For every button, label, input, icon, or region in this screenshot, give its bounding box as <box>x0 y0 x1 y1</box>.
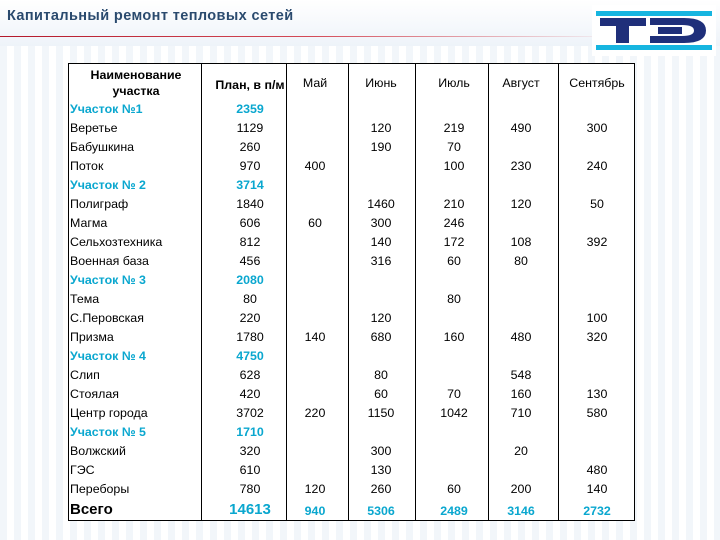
cell-plan: 80 <box>243 292 257 306</box>
header-september: Сентябрь <box>569 76 625 90</box>
cell-plan: 1710 <box>236 425 264 439</box>
table-column-line <box>348 63 349 521</box>
table-column-line <box>634 63 635 521</box>
cell-june: 680 <box>370 330 392 344</box>
cell-august: 480 <box>510 330 532 344</box>
cell-july: 70 <box>447 140 461 154</box>
cell-plan: 812 <box>239 235 261 249</box>
cell-june: 316 <box>370 254 392 268</box>
cell-june: 300 <box>370 216 392 230</box>
row-name: Бабушкина <box>70 140 135 154</box>
cell-september: 240 <box>586 159 608 173</box>
cell-may: 400 <box>304 159 326 173</box>
cell-plan: 420 <box>239 387 261 401</box>
cell-september: 140 <box>586 482 608 496</box>
table-column-line <box>415 63 416 521</box>
cell-september: 300 <box>586 121 608 135</box>
cell-plan: 3702 <box>236 406 264 420</box>
cell-june: 60 <box>374 387 388 401</box>
row-name: Магма <box>70 216 108 230</box>
cell-plan: 780 <box>239 482 261 496</box>
cell-august: 710 <box>510 406 532 420</box>
cell-plan: 1129 <box>236 121 264 135</box>
cell-plan: 220 <box>239 311 261 325</box>
header-name-line2: участка <box>112 84 160 98</box>
total-plan: 14613 <box>229 501 271 518</box>
row-name: Сельхозтехника <box>70 235 163 249</box>
cell-august: 120 <box>510 197 532 211</box>
cell-august: 80 <box>514 254 528 268</box>
row-name: Веретье <box>70 121 118 135</box>
cell-august: 230 <box>510 159 532 173</box>
total-july: 2489 <box>440 504 468 518</box>
header-june: Июнь <box>365 76 397 90</box>
table-column-line <box>201 63 202 521</box>
row-name: Слип <box>70 368 100 382</box>
cell-august: 20 <box>514 444 528 458</box>
cell-june: 140 <box>370 235 392 249</box>
cell-august: 490 <box>510 121 532 135</box>
cell-plan: 610 <box>239 463 261 477</box>
table-column-line <box>68 63 69 521</box>
cell-july: 1042 <box>440 406 468 420</box>
row-name: Центр города <box>70 406 148 420</box>
cell-june: 130 <box>370 463 392 477</box>
cell-june: 1460 <box>367 197 395 211</box>
cell-plan: 260 <box>239 140 261 154</box>
cell-september: 50 <box>590 197 604 211</box>
cell-july: 70 <box>447 387 461 401</box>
row-name: Полиграф <box>70 197 129 211</box>
cell-july: 100 <box>443 159 465 173</box>
cell-july: 219 <box>443 121 465 135</box>
cell-june: 1150 <box>367 406 395 420</box>
section-label: Участок № 5 <box>70 425 146 439</box>
table-column-line <box>558 63 559 521</box>
cell-plan: 2080 <box>236 273 264 287</box>
page-title: Капитальный ремонт тепловых сетей <box>7 8 294 24</box>
section-label: Участок №1 <box>70 102 143 116</box>
cell-june: 190 <box>370 140 392 154</box>
cell-july: 60 <box>447 254 461 268</box>
cell-september: 100 <box>586 311 608 325</box>
cell-may: 220 <box>304 406 326 420</box>
repair-table <box>68 63 634 521</box>
row-name: Тема <box>70 292 100 306</box>
cell-plan: 4750 <box>236 349 264 363</box>
cell-july: 60 <box>447 482 461 496</box>
row-name: Поток <box>70 159 104 173</box>
cell-june: 80 <box>374 368 388 382</box>
row-name: Военная база <box>70 254 149 268</box>
header-name: Наименование <box>90 68 182 82</box>
table-column-line <box>286 63 287 521</box>
table-border-line <box>68 63 634 64</box>
cell-may: 120 <box>304 482 326 496</box>
cell-plan: 1780 <box>236 330 264 344</box>
row-name: Стоялая <box>70 387 119 401</box>
cell-september: 480 <box>586 463 608 477</box>
cell-july: 246 <box>443 216 465 230</box>
cell-june: 120 <box>370 311 392 325</box>
cell-august: 108 <box>510 235 532 249</box>
header-august: Август <box>502 76 540 90</box>
total-may: 940 <box>304 504 326 518</box>
table-column-line <box>488 63 489 521</box>
cell-plan: 3714 <box>236 178 264 192</box>
cell-august: 160 <box>510 387 532 401</box>
cell-september: 580 <box>586 406 608 420</box>
cell-august: 548 <box>510 368 532 382</box>
header-plan: План, в п/м <box>215 78 285 92</box>
row-name: Призма <box>70 330 114 344</box>
header-may: Май <box>302 76 328 90</box>
cell-plan: 320 <box>239 444 261 458</box>
total-august: 3146 <box>507 504 535 518</box>
cell-plan: 628 <box>239 368 261 382</box>
cell-may: 60 <box>308 216 322 230</box>
cell-june: 120 <box>370 121 392 135</box>
cell-plan: 606 <box>239 216 261 230</box>
total-june: 5306 <box>367 504 395 518</box>
section-label: Участок № 2 <box>70 178 146 192</box>
cell-plan: 456 <box>239 254 261 268</box>
row-name: Переборы <box>70 482 130 496</box>
section-label: Участок № 4 <box>70 349 146 363</box>
cell-plan: 2359 <box>236 102 264 116</box>
total-september: 2732 <box>583 504 611 518</box>
cell-june: 260 <box>370 482 392 496</box>
title-underline <box>0 36 620 37</box>
cell-july: 160 <box>443 330 465 344</box>
cell-september: 320 <box>586 330 608 344</box>
cell-september: 392 <box>586 235 608 249</box>
cell-may: 140 <box>304 330 326 344</box>
section-label: Участок № 3 <box>70 273 146 287</box>
cell-plan: 1840 <box>236 197 264 211</box>
row-name: С.Перовская <box>70 311 144 325</box>
cell-june: 300 <box>370 444 392 458</box>
header-july: Июль <box>438 76 470 90</box>
cell-plan: 970 <box>239 159 261 173</box>
cell-july: 210 <box>443 197 465 211</box>
total-label: Всего <box>70 501 113 518</box>
table-border-line <box>68 520 634 521</box>
row-name: Волжский <box>70 444 126 458</box>
cell-july: 172 <box>443 235 465 249</box>
cell-august: 200 <box>510 482 532 496</box>
cell-september: 130 <box>586 387 608 401</box>
te-logo-icon <box>592 5 716 56</box>
cell-july: 80 <box>447 292 461 306</box>
row-name: ГЭС <box>70 463 95 477</box>
